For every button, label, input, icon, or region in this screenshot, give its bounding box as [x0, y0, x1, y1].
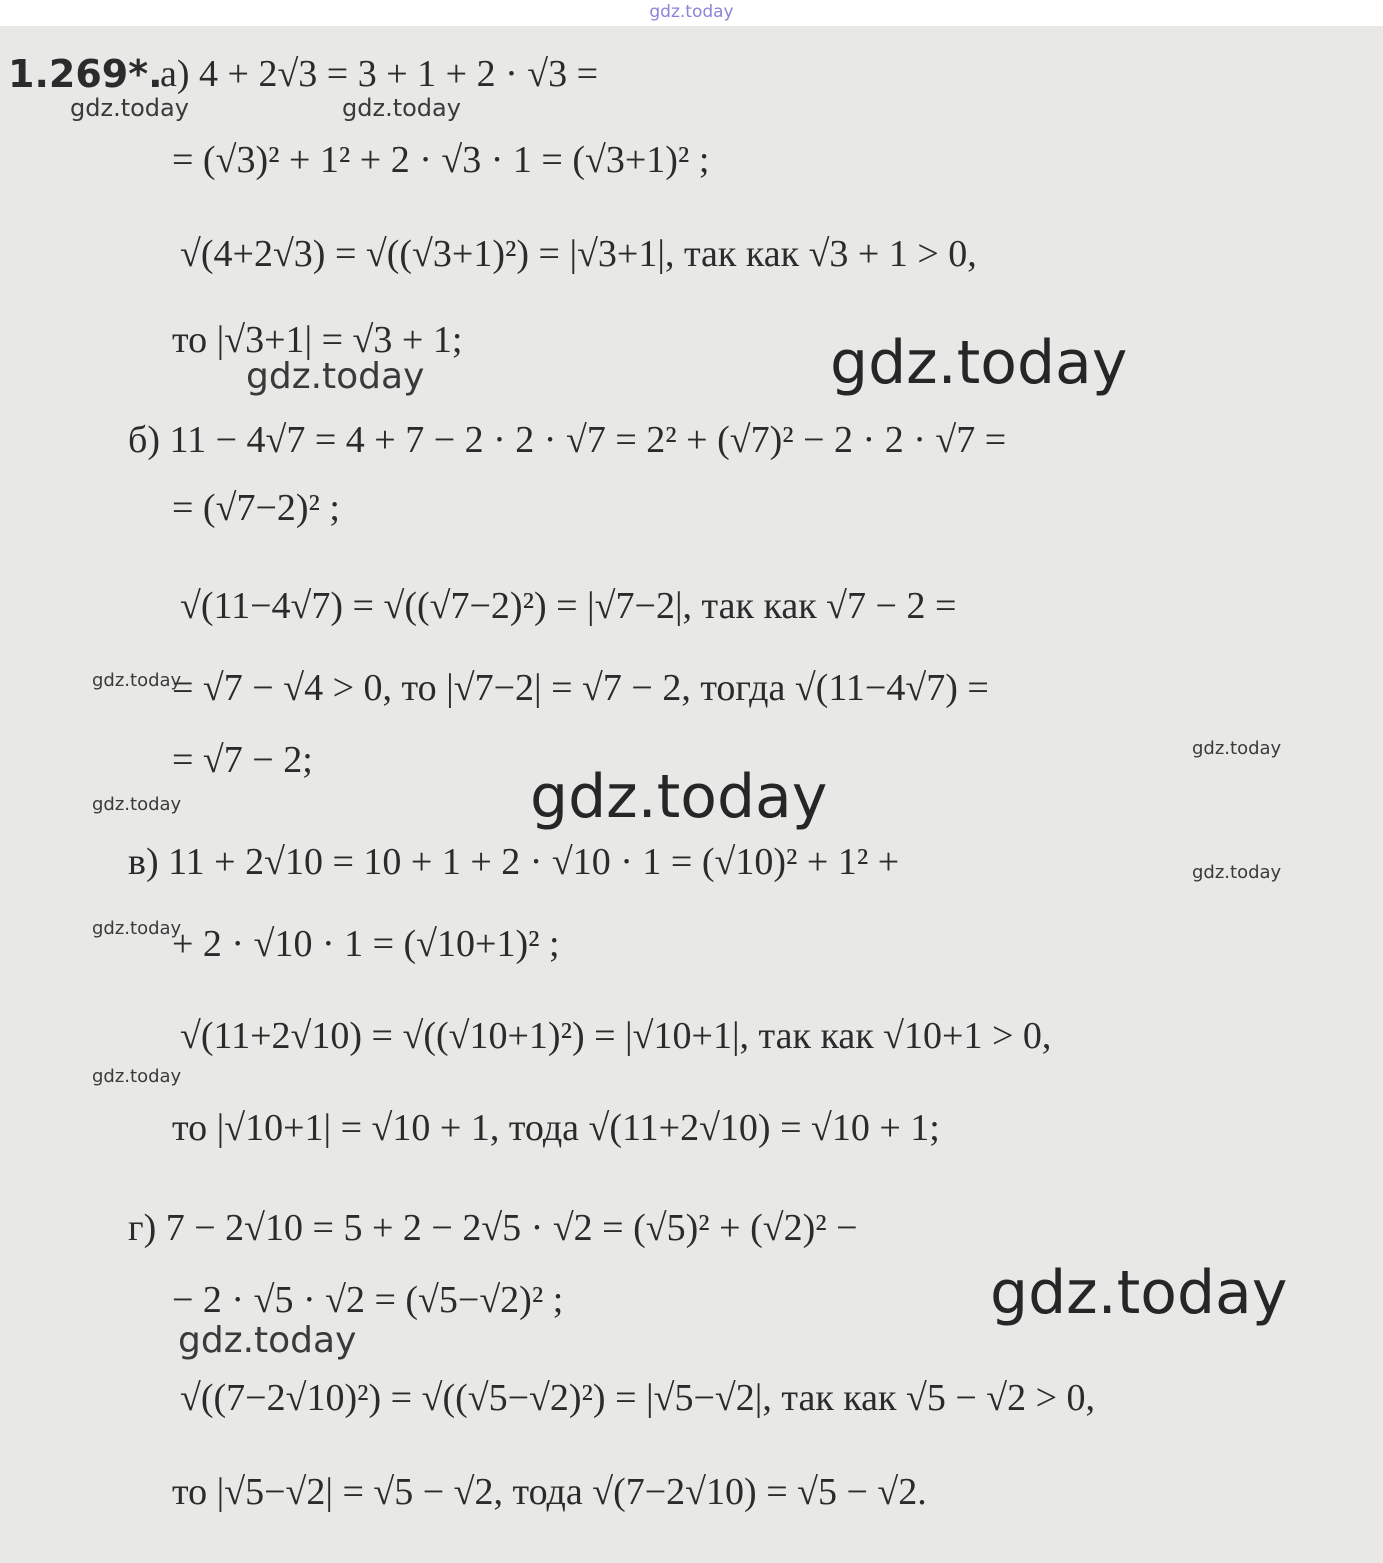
solution-line: + 2 · √10 · 1 = (√10+1)² ; — [172, 923, 560, 965]
solution-line: г) 7 − 2√10 = 5 + 2 − 2√5 · √2 = (√5)² + (√2)² − — [128, 1207, 858, 1249]
solution-line: = √7 − √4 > 0, то |√7−2| = √7 − 2, тогда √(11−4√7) = — [172, 667, 989, 709]
watermark: gdz.today — [178, 1320, 357, 1361]
solution-line: − 2 · √5 · √2 = (√5−√2)² ; — [172, 1279, 564, 1321]
solution-line: √(4+2√3) = √((√3+1)²) = |√3+1|, так как √3 + 1 > 0, — [180, 233, 977, 275]
solution-line: = √7 − 2; — [172, 739, 313, 781]
solution-line: = (√7−2)² ; — [172, 487, 340, 529]
watermark: gdz.today — [990, 1258, 1288, 1328]
watermark: gdz.today — [530, 762, 828, 832]
solution-line: в) 11 + 2√10 = 10 + 1 + 2 · √10 · 1 = (√10)² + 1² + — [128, 841, 900, 883]
solution-line: то |√3+1| = √3 + 1; — [172, 319, 463, 361]
solution-line: а) 4 + 2√3 = 3 + 1 + 2 · √3 = — [160, 53, 599, 95]
solution-line: то |√10+1| = √10 + 1, тода √(11+2√10) = √10 + 1; — [172, 1107, 940, 1149]
watermark: gdz.today — [70, 94, 189, 122]
textbook-page — [0, 26, 1383, 1563]
site-watermark-top: gdz.today — [649, 2, 734, 22]
solution-line: б) 11 − 4√7 = 4 + 7 − 2 · 2 · √7 = 2² + (√7)² − 2 · 2 · √7 = — [128, 419, 1007, 461]
solution-line: √(11+2√10) = √((√10+1)²) = |√10+1|, так как √10+1 > 0, — [180, 1015, 1052, 1057]
watermark: gdz.today — [92, 670, 182, 691]
watermark: gdz.today — [92, 1066, 182, 1087]
solution-line: √((7−2√10)²) = √((√5−√2)²) = |√5−√2|, так как √5 − √2 > 0, — [180, 1377, 1096, 1419]
watermark: gdz.today — [342, 94, 461, 122]
watermark: gdz.today — [92, 794, 182, 815]
solution-line: = (√3)² + 1² + 2 · √3 · 1 = (√3+1)² ; — [172, 139, 710, 181]
solution-line: √(11−4√7) = √((√7−2)²) = |√7−2|, так как √7 − 2 = — [180, 585, 957, 627]
watermark: gdz.today — [830, 328, 1128, 398]
watermark: gdz.today — [92, 918, 182, 939]
watermark: gdz.today — [246, 356, 425, 397]
solution-line: то |√5−√2| = √5 − √2, тода √(7−2√10) = √5 − √2. — [172, 1471, 927, 1513]
problem-number: 1.269*. — [8, 52, 163, 96]
watermark: gdz.today — [1192, 738, 1282, 759]
watermark: gdz.today — [1192, 862, 1282, 883]
